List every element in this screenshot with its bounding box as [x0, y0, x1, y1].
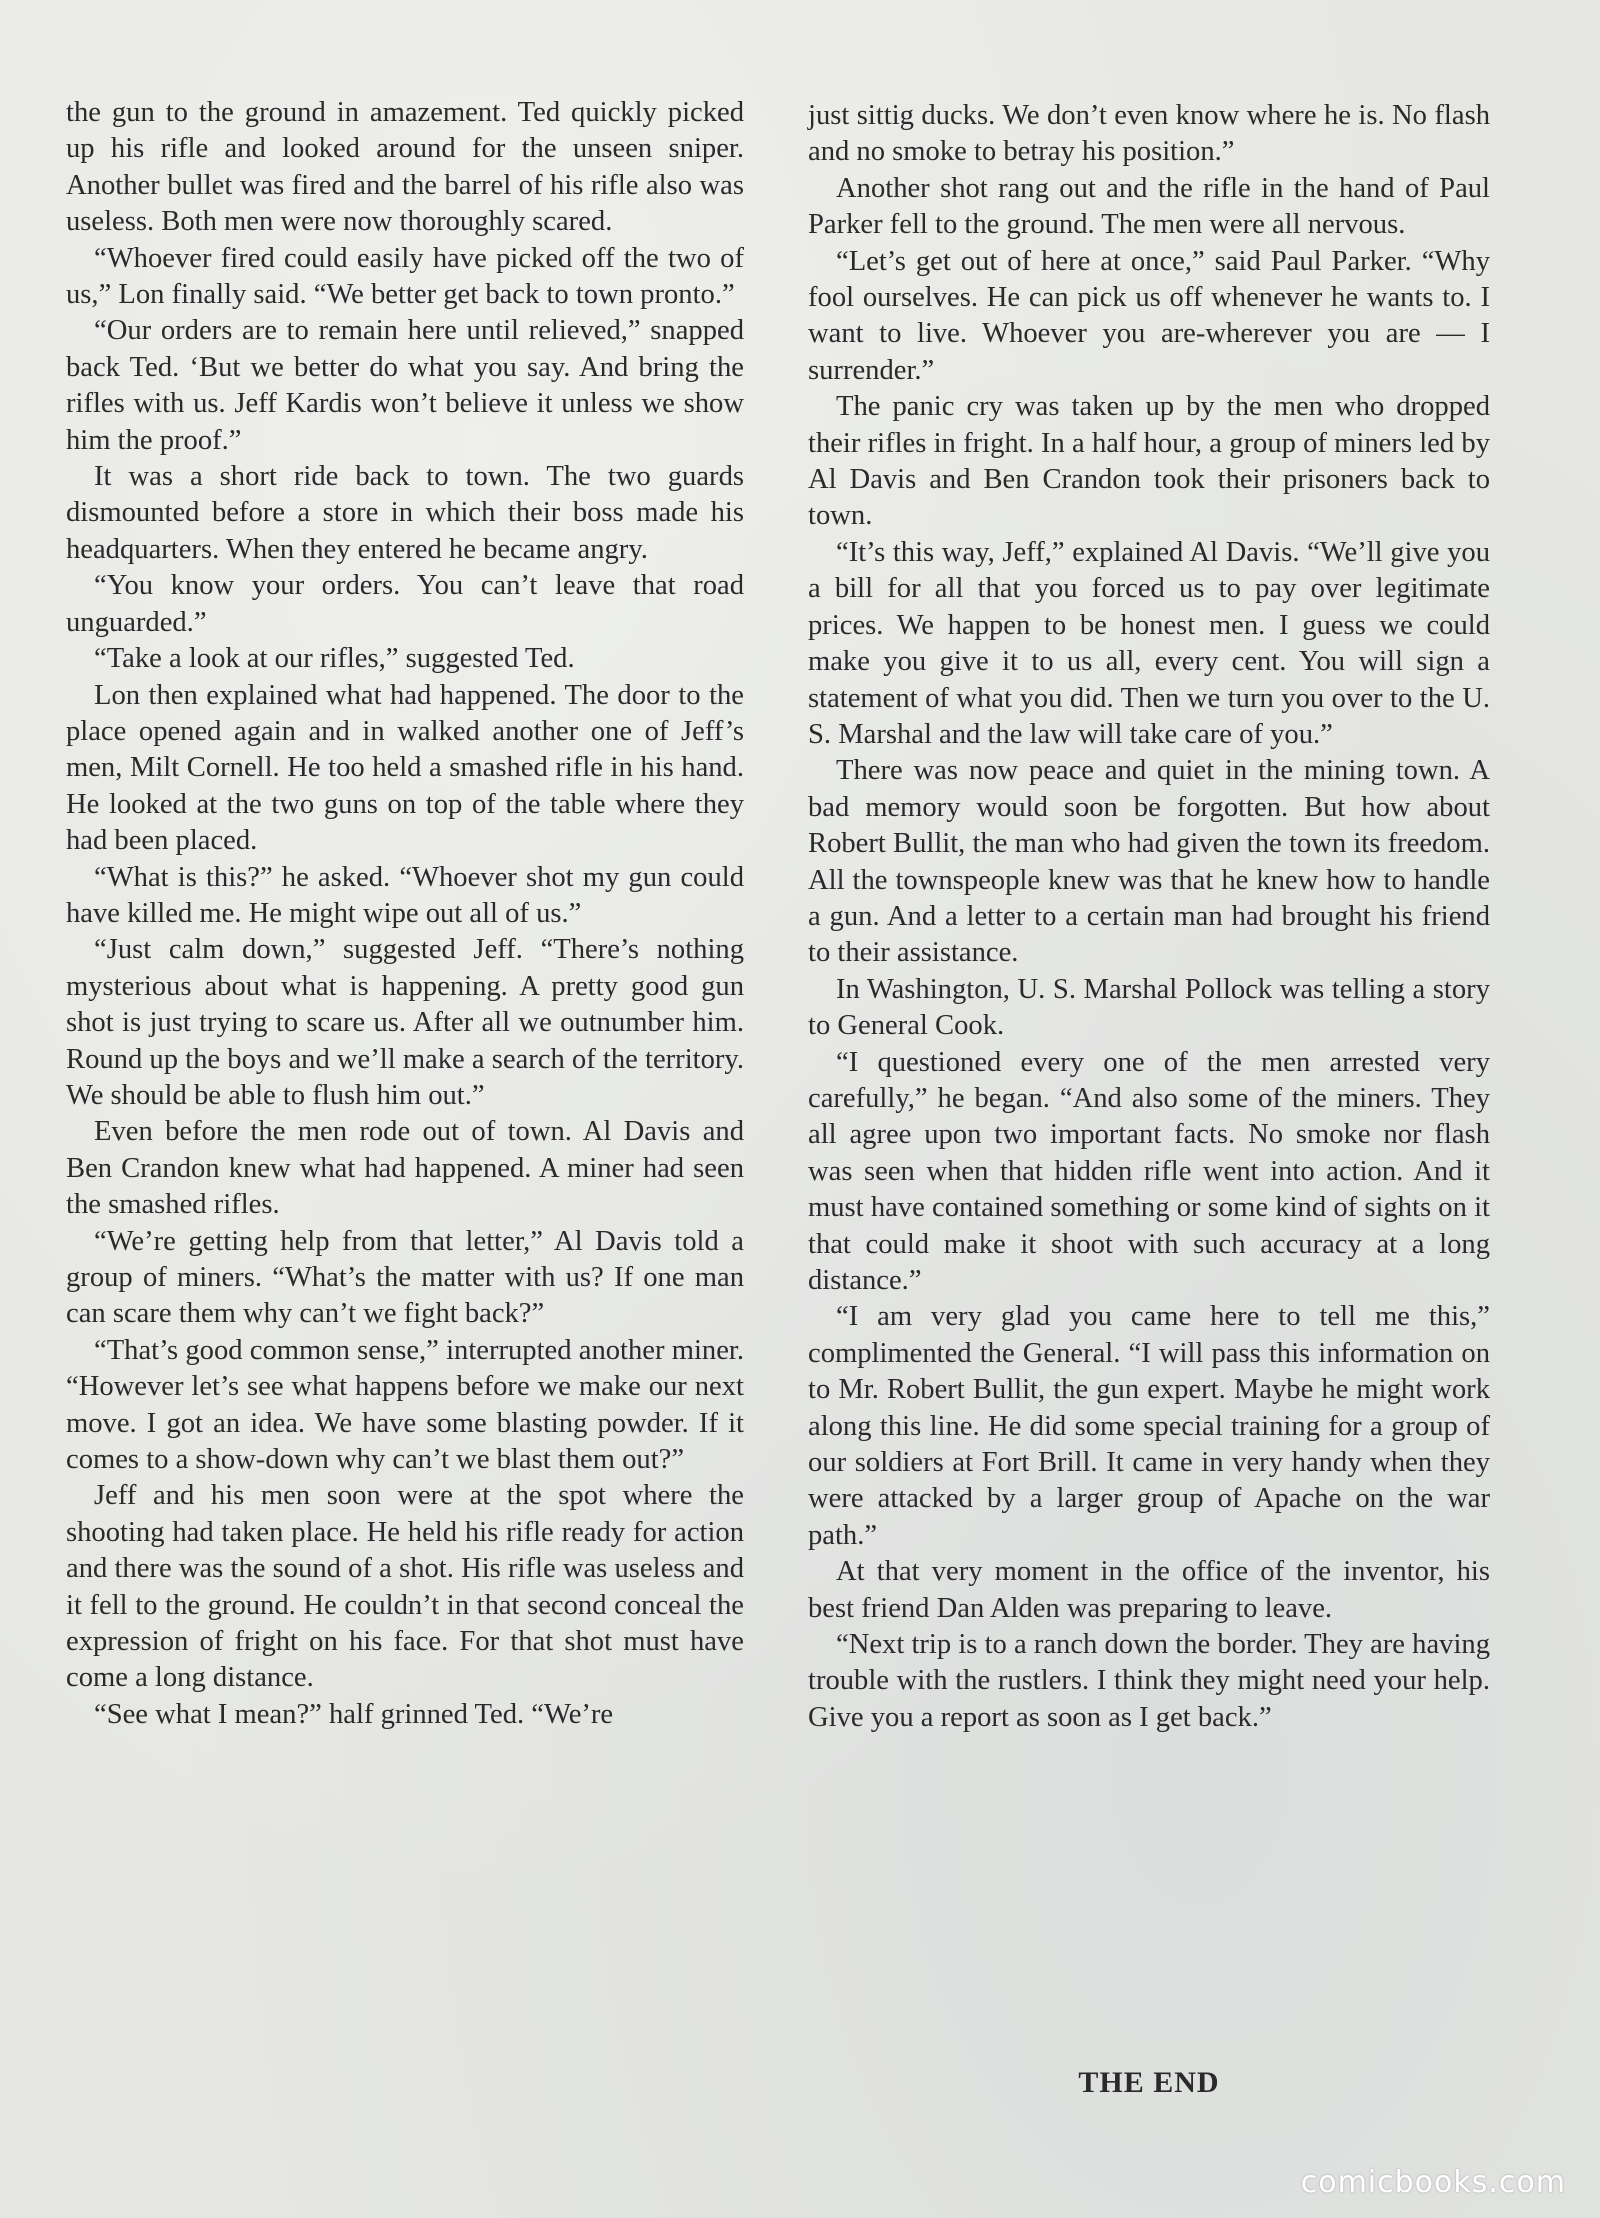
paragraph: Another shot rang out and the rifle in the hand of Paul Parker fell to the ground. The men were all nervous. [808, 172, 1490, 241]
paragraph: It was a short ride back to town. The two guards dismounted before a store in which their boss made his headquarters. When they entered he became angry. [66, 461, 744, 565]
paragraph: Jeff and his men soon were at the spot where the shooting had taken place. He held his rifle ready for action and there was the sound of a shot. His rifle was useless and it fell to the ground. He couldn’t in that second conceal the expression of fright on his face. For that shot must have come a long distance. [66, 1480, 744, 1694]
site-watermark: comicbooks.com [1300, 2165, 1566, 2200]
paragraph: “I am very glad you came here to tell me this,” complimented the General. “I will pass this information on to Mr. Robert Bullit, the gun expert. Maybe he might work along this line. He did some special training for a group of our soldiers at Fort Brill. It came in very handy when they were attacked by a larger group of Apache on the war path.” [808, 1301, 1490, 1551]
paragraph: There was now peace and quiet in the mining town. A bad memory would soon be forgotten. But how about Robert Bullit, the man who had given the town its freedom. All the townspeople knew was that he knew how to handle a gun. And a letter to a certain man had brought his friend to their assistance. [808, 755, 1490, 969]
paragraph: “Our orders are to remain here until relieved,” snapped back Ted. ‘But we better do what you say. And bring the rifles with us. Jeff Kardis won’t believe it unless we show him the proof.” [66, 315, 744, 456]
paragraph: “See what I mean?” half grinned Ted. “We’re [94, 1698, 614, 1730]
paragraph: “I questioned every one of the men arrested very carefully,” he began. “And also some of the miners. They all agree upon two important facts. No smoke nor flash was seen when that hidden rifle went into action. And it must have contained something or some kind of sights on it that could make it shoot with such accuracy at a long distance.” [808, 1046, 1490, 1296]
paragraph: the gun to the ground in amazement. Ted quickly picked up his rifle and looked around for the unseen sniper. Another bullet was fired and the barrel of his rifle also was useless. Both men were now thoroughly scared. [66, 97, 744, 238]
paragraph: “Take a look at our rifles,” suggested Ted. [94, 643, 575, 675]
paragraph: “Let’s get out of here at once,” said Paul Parker. “Why fool ourselves. He can pick us off whenever he wants to. I want to live. Whoever you are-wherever you are — I surrender.” [808, 245, 1490, 386]
paragraph: “You know your orders. You can’t leave that road unguarded.” [66, 570, 744, 638]
right-text-column [808, 98, 1490, 1736]
paragraph: “Just calm down,” suggested Jeff. “There’s nothing mysterious about what is happening. A pretty good gun shot is just trying to scare us. After all we outnumber him. Round up the boys and we’ll make a search of the territory. We should be able to flush him out.” [66, 934, 744, 1111]
paragraph: At that very moment in the office of the inventor, his best friend Dan Alden was preparing to leave. [808, 1556, 1490, 1624]
the-end-label: THE END [1078, 2066, 1220, 2099]
paragraph: “It’s this way, Jeff,” explained Al Davis. “We’ll give you a bill for all that you forced us to pay over legitimate prices. We happen to be honest men. I guess we could make you give it to us all, every cent. You will sign a statement of what you did. Then we turn you over to the U. S. Marshal and the law will take care of you.” [808, 536, 1490, 750]
paragraph: “Next trip is to a ranch down the border. They are having trouble with the rustlers. I think they might need your help. Give you a report as soon as I get back.” [808, 1629, 1490, 1733]
paragraph: “What is this?” he asked. “Whoever shot my gun could have killed me. He might wipe out all of us.” [66, 861, 744, 929]
left-text-column [66, 95, 744, 1733]
paragraph: The panic cry was taken up by the men who dropped their rifles in fright. In a half hour, a group of miners led by Al Davis and Ben Crandon took their prisoners back to town. [808, 391, 1490, 532]
paragraph: “We’re getting help from that letter,” Al Davis told a group of miners. “What’s the matter with us? If one man can scare them why can’t we fight back?” [66, 1225, 744, 1330]
paragraph: Even before the men rode out of town. Al Davis and Ben Crandon knew what had happened. A miner had seen the smashed rifles. [66, 1116, 744, 1221]
paragraph: “Whoever fired could easily have picked off the two of us,” Lon finally said. “We better get back to town pronto.” [66, 242, 744, 311]
paragraph: “That’s good common sense,” interrupted another miner. “However let’s see what happens before we make our next move. I got an idea. We have some blasting powder. If it comes to a show-down why can’t we blast them out?” [66, 1334, 744, 1476]
paragraph: Lon then explained what had happened. The door to the place opened again and in walked another one of Jeff’s men, Milt Cornell. He too held a smashed rifle in his hand. He looked at the two guns on top of the table where they had been placed. [66, 679, 744, 857]
paragraph: just sittig ducks. We don’t even know where he is. No flash and no smoke to betray his position.” [808, 100, 1490, 168]
paragraph: In Washington, U. S. Marshal Pollock was telling a story to General Cook. [808, 973, 1490, 1042]
